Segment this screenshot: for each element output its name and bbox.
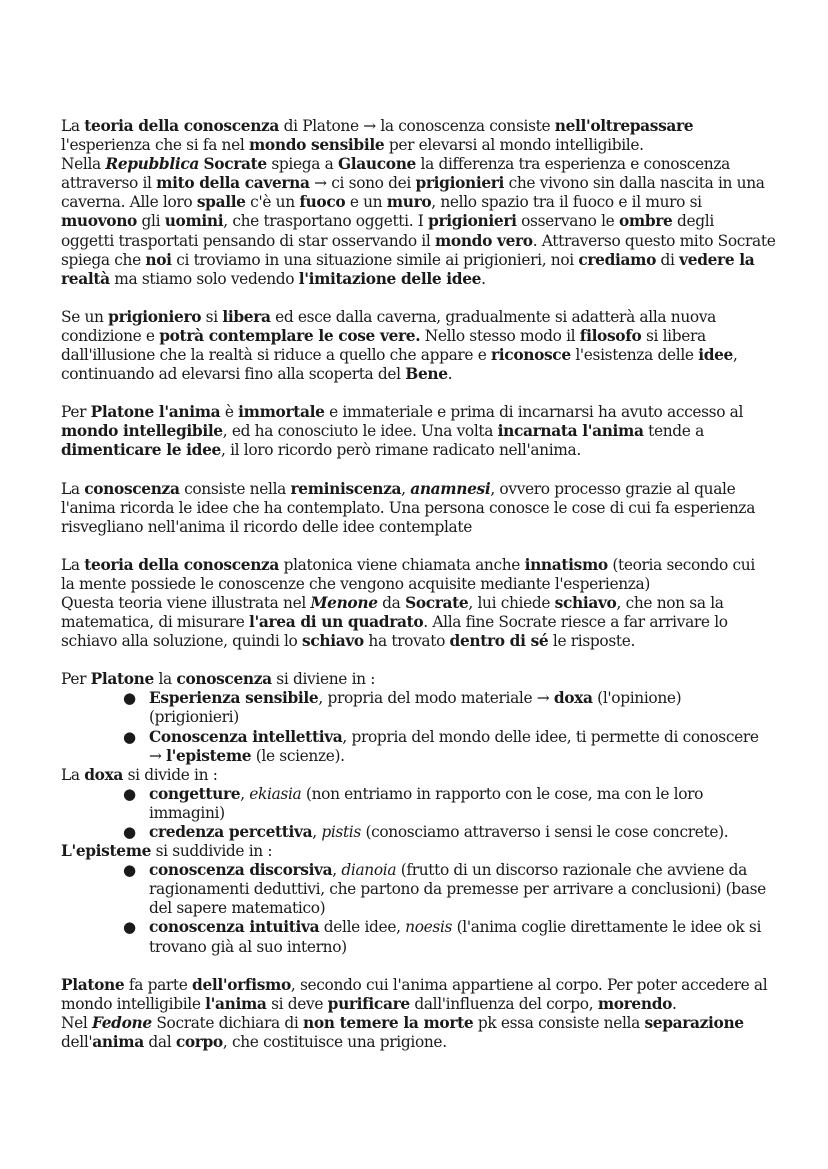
text-line [61,422,773,441]
text-line [61,136,773,155]
plain-text: Nel [61,1013,92,1032]
emphasis-text: mondo sensibile [249,136,385,155]
list-item-line [149,880,773,899]
plain-text: la differenza tra esperienza e conoscenza [415,155,730,174]
plain-text: La [61,555,85,574]
text-line [61,251,773,270]
emphasis-text: fuoco [299,193,346,212]
emphasis-text: idee [698,346,733,365]
paragraph-gap [61,537,773,556]
plain-text: , [240,784,250,803]
emphasis-text: dell'orfismo [192,975,291,994]
plain-text: l'anima ricorda le idee che ha contemplato. Una persona conosce le cose di cui fa esperienza [61,498,756,517]
plain-text: , che non sa la [616,593,724,612]
list-item [61,861,773,918]
emphasis-text: Socrate [203,155,267,174]
plain-text: platonica viene chiamata anche [279,555,525,574]
emphasis-text: l'imitazione delle idee [298,269,482,288]
list-item-line [149,804,773,823]
emphasis-text: doxa [553,689,593,708]
plain-text: . [481,269,486,288]
paragraph-gap [61,957,773,976]
text-line [61,403,773,422]
plain-text: la [153,670,177,689]
plain-text: di [656,250,680,269]
emphasis-text: Platone [61,975,125,994]
plain-text: che vivono sin dalla nascita in una [504,174,765,193]
emphasis-text: spalle [196,193,246,212]
text-line [61,1014,773,1033]
text-line [61,499,773,518]
plain-text: , ovvero processo grazie al quale [490,479,736,498]
plain-text: si suddivide in : [151,842,273,861]
knowledge-types-list [61,689,773,765]
emphasis-text: mondo intellegibile [61,422,223,441]
list-item-line [149,747,773,766]
plain-text: immagini) [149,803,225,822]
text-line [61,231,776,251]
emphasis-text: congetture [149,784,241,803]
emphasis-text: conoscenza [176,670,272,689]
emphasis-text: nell'oltrepassare [554,117,694,135]
list-item-line [149,785,773,804]
list-item-line [149,918,773,937]
text-line [61,327,773,346]
emphasis-text: vedere la [679,250,755,269]
emphasis-text: innatismo [524,555,608,574]
emphasis-text: Esperienza sensibile [149,689,319,708]
paragraph-2 [61,308,773,384]
bullet-icon: ● [123,823,137,841]
emphasis-text: conoscenza intuitiva [149,918,320,937]
paragraph-1 [61,117,776,289]
plain-text: e un [345,193,387,212]
emphasis-text: schiavo [302,632,364,651]
emphasis-text: anamnesi [410,479,491,498]
emphasis-text: prigioniero [108,307,202,326]
text-line [61,480,773,499]
emphasis-text: ekiasia [249,784,302,803]
plain-text: (conosciamo attraverso i sensi le cose concrete). [360,823,729,841]
emphasis-text: separazione [644,1013,744,1032]
plain-text: . [672,994,677,1013]
emphasis-text: mito della caverna [156,174,310,193]
emphasis-text: libera [222,307,271,326]
plain-text: (prigionieri) [149,708,239,727]
final-paragraph [61,976,773,1052]
emphasis-text: immortale [238,403,325,422]
plain-text: ragionamenti deduttivi, che partono da premesse per arrivare a conclusioni) (base [149,880,766,899]
plain-text: , che trasportano oggetti. I [223,212,429,231]
list-item-line [149,861,773,880]
plain-text: . Alla fine Socrate riesce a far arrivare lo [423,613,728,632]
doxa-list [61,785,773,842]
bullet-icon: ● [123,727,137,746]
plain-text: condizione e [61,326,160,345]
list-item-line [149,728,773,747]
plain-text: spiega che [61,250,146,269]
plain-text: (non entriamo in rapporto con le cose, ma con le loro [301,784,704,803]
plain-text: ci troviamo in una situazione simile ai prigionieri, noi [171,250,579,269]
plain-text: e immateriale e prima di incarnarsi ha avuto accesso al [324,403,744,422]
emphasis-text: conoscenza [84,479,180,498]
emphasis-text: doxa [84,765,124,784]
plain-text: La [61,479,85,498]
doxa-intro [61,766,773,785]
emphasis-text: corpo [175,1032,223,1051]
emphasis-text: prigionieri [415,174,505,193]
plain-text: di Platone → la conoscenza consiste [279,117,555,135]
plain-text: fa parte [124,975,193,994]
emphasis-text: non temere la morte [302,1013,474,1032]
plain-text: da [377,593,406,612]
paragraph-5 [61,556,773,651]
emphasis-text: Glaucone [338,155,416,174]
emphasis-text: riconosce [491,346,571,365]
list-item [61,918,773,956]
bullet-icon: ● [123,784,137,803]
plain-text: dell' [61,1032,93,1051]
text-line [61,518,773,537]
emphasis-text: conoscenza discorsiva [149,861,333,880]
text-line [61,1033,773,1052]
emphasis-text: noi [145,250,172,269]
plain-text: attraverso il [61,174,157,193]
plain-text: ma stiamo solo vedendo [109,269,299,288]
emphasis-text: prigionieri [428,212,517,231]
plain-text: → ci sono dei [309,174,416,193]
text-line [61,365,773,384]
emphasis-text: crediamo [578,250,656,269]
list-item [61,689,773,727]
text-line [61,117,773,136]
emphasis-text: l'area di un quadrato [249,613,424,632]
paragraph-3 [61,403,773,460]
plain-text: Se un [61,307,109,326]
bullet-icon: ● [123,689,137,708]
plain-text: spiega a [266,155,338,174]
paragraph-gap [61,651,773,670]
plain-text: l'esistenza delle [570,346,699,365]
emphasis-text: teoria della conoscenza [84,555,280,574]
plain-text: è [220,403,239,422]
emphasis-text: ombre [618,212,673,231]
emphasis-text: pistis [321,823,361,841]
plain-text: si deve [266,994,328,1013]
emphasis-text: l'anima [205,994,267,1013]
plain-text: risvegliano nell'anima il ricordo delle idee contemplate [61,517,472,536]
emphasis-text: schiavo [554,593,617,612]
paragraph-gap [61,384,773,403]
emphasis-text: Socrate [405,593,469,612]
plain-text: osservano le [516,212,619,231]
plain-text: c'è un [245,193,300,212]
emphasis-text: Platone [90,670,154,689]
emphasis-text: mondo vero [434,231,533,250]
emphasis-text: realtà [61,269,110,288]
plain-text: , [312,823,322,841]
document-page [61,117,776,1052]
plain-text: del sapere matematico) [149,899,326,918]
emphasis-text: incarnata l'anima [497,422,644,441]
paragraph-gap [61,289,773,308]
plain-text: oggetti trasportati pensando di star osservando il [61,231,435,250]
plain-text: . Attraverso questo mito Socrate [532,231,776,250]
text-line [61,270,773,289]
plain-text: (teoria secondo cui [607,555,755,574]
plain-text: , ed ha conosciuto le idee. Una volta [222,422,498,441]
text-line [61,212,773,231]
plain-text: , propria del modo materiale → [318,689,554,708]
paragraph-4 [61,480,773,537]
emphasis-text: uomini [164,212,224,231]
emphasis-text: dianoia [341,861,397,880]
plain-text: schiavo alla soluzione, quindi lo [61,632,303,651]
emphasis-text: filosofo [579,326,642,345]
plain-text: (frutto di un discorso razionale che avviene da [396,861,748,880]
text-line [61,976,773,995]
plain-text: , il loro ricordo però rimane radicato nell'anima. [220,441,581,460]
plain-text: dall'illusione che la realtà si riduce a quello che appare e [61,346,492,365]
plain-text: gli [136,212,165,231]
list-item-line [149,938,773,957]
plain-text: dal [143,1032,176,1051]
emphasis-text: Repubblica [105,155,199,174]
list-item [61,785,773,823]
plain-text: , che costituisce una prigione. [222,1032,447,1051]
plain-text: la mente possiede le conoscenze che vengono acquisite mediante l'esperienza) [61,574,651,593]
plain-text: le risposte. [548,632,636,651]
plain-text: si libera [641,326,706,345]
text-line [61,308,773,327]
emphasis-text: reminiscenza [290,479,402,498]
episteme-list [61,861,773,956]
plain-text: tende a [643,422,704,441]
plain-text: mondo intelligibile [61,994,206,1013]
text-line [61,556,773,575]
paragraph-gap [61,461,773,480]
plain-text: matematica, di misurare [61,613,250,632]
text-line [61,174,773,193]
emphasis-text: Fedone [92,1013,152,1032]
emphasis-text: credenza percettiva [149,823,313,841]
plain-text: caverna. Alle loro [61,193,197,212]
plain-text: (le scienze). [251,746,345,765]
plain-text: per elevarsi al mondo intelligibile. [384,136,644,155]
emphasis-text: dentro di sé [449,632,549,651]
plain-text: , [401,479,411,498]
plain-text: (l'opinione) [592,689,682,708]
plain-text: delle idee, [319,918,406,937]
plain-text: La [61,117,85,135]
list-item-line [149,689,773,708]
plain-text: , secondo cui l'anima appartiene al corpo. Per poter accedere al [290,975,768,994]
plain-text: degli [672,212,714,231]
plain-text: → [149,746,167,765]
episteme-intro [61,842,773,861]
text-line [61,575,773,594]
plain-text: ha trovato [363,632,450,651]
emphasis-text: l'episteme [166,746,252,765]
plain-text: consiste nella [179,479,291,498]
list-intro [61,670,773,689]
plain-text: Questa teoria viene illustrata nel [61,593,311,612]
text-line [61,594,773,613]
text-line [61,155,773,174]
text-line [61,632,773,651]
emphasis-text: potrà contemplare le cose vere. [159,326,421,345]
plain-text: Per [61,403,91,422]
plain-text: , [733,346,738,365]
emphasis-text: Bene [405,365,448,384]
text-line [61,441,773,460]
plain-text: trovano già al suo interno) [149,937,347,956]
emphasis-text: Conoscenza intellettiva [149,727,343,746]
plain-text: Nella [61,155,106,174]
plain-text: , lui chiede [468,593,555,612]
list-item [61,823,773,842]
text-line [61,995,773,1014]
plain-text: . [447,365,453,384]
emphasis-text: dimenticare le idee [61,441,221,460]
plain-text: ed esce dalla caverna, gradualmente si adatterà alla nuova [270,307,716,326]
emphasis-text: purificare [327,994,410,1013]
plain-text: La [61,765,85,784]
emphasis-text: muro [386,193,432,212]
plain-text: continuando ad elevarsi fino alla scoperta del [61,365,406,384]
emphasis-text: morendo [597,994,673,1013]
emphasis-text: muovono [61,212,137,231]
plain-text: (l'anima coglie direttamente le idee ok si [452,918,762,937]
emphasis-text: L'episteme [61,842,152,861]
list-item-line [149,899,773,918]
text-line [61,613,773,632]
emphasis-text: noesis [405,918,453,937]
list-item-line [149,708,773,727]
plain-text: , nello spazio tra il fuoco e il muro si [431,193,702,212]
list-item [61,728,773,766]
plain-text: , [332,861,342,880]
text-line [61,346,773,365]
list-item-line [149,823,773,842]
plain-text: Nello stesso modo il [420,326,580,345]
plain-text: Per [61,670,91,689]
emphasis-text: anima [92,1032,144,1051]
bullet-icon: ● [123,861,137,880]
plain-text: Socrate dichiara di [151,1013,303,1032]
bullet-icon: ● [123,918,137,937]
plain-text: si [201,307,223,326]
plain-text: si divide in : [123,765,218,784]
plain-text: pk essa consiste nella [473,1013,645,1032]
plain-text: si diviene in : [271,670,376,689]
emphasis-text: teoria della conoscenza [84,117,280,135]
plain-text: l'esperienza che si fa nel [61,136,249,155]
plain-text: dall'influenza del corpo, [409,994,598,1013]
plain-text: , propria del mondo delle idee, ti permette di conoscere [342,727,759,746]
emphasis-text: Menone [310,593,378,612]
text-line [61,193,773,212]
emphasis-text: Platone l'anima [90,403,221,422]
